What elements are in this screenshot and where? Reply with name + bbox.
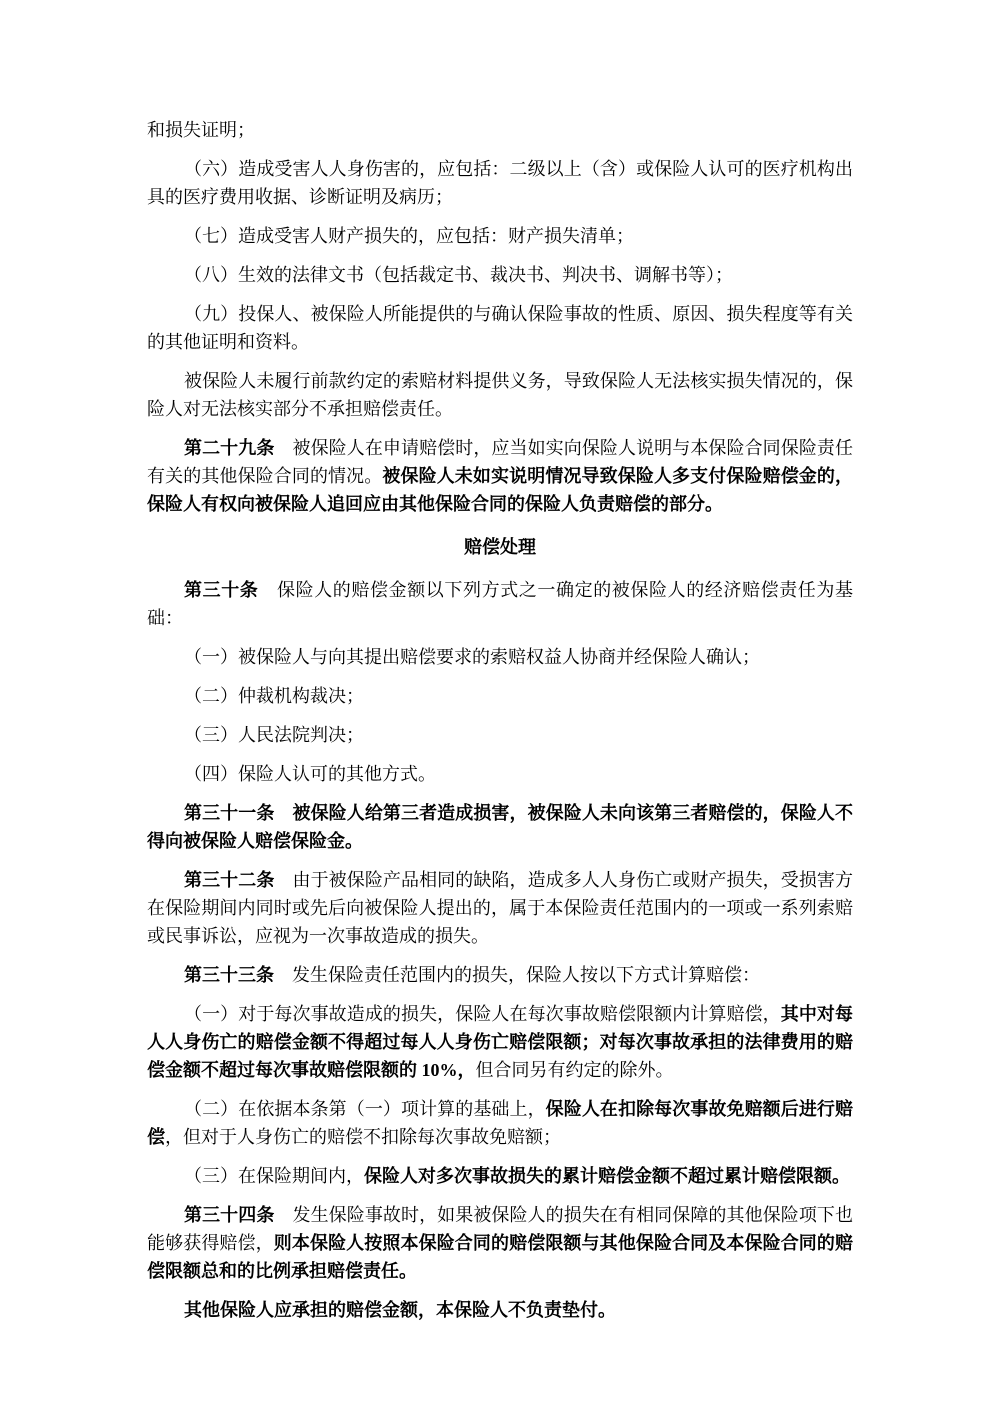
- paragraph: [147, 434, 853, 518]
- text-run: 保险人对多次事故损失的累计赔偿金额不超过累计赔偿限额。: [364, 1166, 850, 1186]
- paragraph: [147, 799, 853, 855]
- text-run: （七）造成受害人财产损失的，应包括：财产损失清单；: [184, 226, 634, 246]
- section-heading: [147, 533, 853, 561]
- paragraph: [147, 760, 853, 788]
- text-run: 被保险人给第三者造成损害，被保险人未向该第三者赔偿的，保险人不得向被保险人赔偿保险金。: [147, 803, 853, 851]
- text-run: （六）造成受害人人身伤害的，应包括：二级以上（含）或保险人认可的医疗机构出具的医疗费用收据、诊断证明及病历；: [147, 159, 853, 207]
- text-run: 但合同另有约定的除外。: [475, 1060, 674, 1080]
- paragraph: [147, 1162, 853, 1190]
- paragraph: [147, 721, 853, 749]
- text-run: 由于被保险产品相同的缺陷，造成多人人身伤亡或财产损失，受损害方在保险期间内同时或先后向被保险人提出的，属于本保险责任范围内的一项或一系列索赔或民事诉讼，应视为一次事故造成的损失。: [147, 870, 853, 946]
- paragraph: [147, 261, 853, 289]
- text-run: 第三十一条: [184, 803, 293, 823]
- text-run: 被保险人未如实说明情况导致保险人多支付保险赔偿金的，保险人有权向被保险人追回应由其他保险合同的保险人负责赔偿的部分。: [147, 466, 854, 514]
- paragraph: [147, 576, 853, 632]
- text-run: （二）在依据本条第（一）项计算的基础上，: [184, 1099, 546, 1119]
- paragraph: [147, 1296, 853, 1324]
- text-run: （九）投保人、被保险人所能提供的与确认保险事故的性质、原因、损失程度等有关的其他证明和资料。: [147, 304, 853, 352]
- text-run: （二）仲裁机构裁决；: [184, 686, 364, 706]
- text-run: 则本保险人按照本保险合同的赔偿限额与其他保险合同及本保险合同的赔偿限额总和的比例承担赔偿责任。: [147, 1233, 854, 1281]
- paragraph: [147, 682, 853, 710]
- text-run: 和损失证明；: [147, 120, 255, 140]
- text-run: 第三十条: [184, 580, 277, 600]
- paragraph: [147, 1095, 853, 1151]
- text-run: （三）在保险期间内，: [184, 1166, 364, 1186]
- text-run: 发生保险事故时，如果被保险人的损失在有相同保障的其他保险项下也能够获得赔偿，: [147, 1205, 853, 1253]
- paragraph: [147, 866, 853, 950]
- paragraph: [147, 300, 853, 356]
- text-run: 保险人的赔偿金额以下列方式之一确定的被保险人的经济赔偿责任为基础：: [147, 580, 853, 628]
- paragraph: [147, 155, 853, 211]
- text-run: 第二十九条: [184, 438, 293, 458]
- text-run: 第三十三条: [184, 965, 292, 985]
- text-run: 发生保险责任范围内的损失，保险人按以下方式计算赔偿：: [292, 965, 760, 985]
- text-run: （八）生效的法律文书（包括裁定书、裁决书、判决书、调解书等）；: [184, 265, 733, 285]
- text-run: （三）人民法院判决；: [184, 725, 364, 745]
- text-run: （一）对于每次事故造成的损失，保险人在每次事故赔偿限额内计算赔偿，: [184, 1004, 781, 1024]
- text-run: （一）被保险人与向其提出赔偿要求的索赔权益人协商并经保险人确认；: [184, 647, 760, 667]
- paragraph: [147, 643, 853, 671]
- text-run: （四）保险人认可的其他方式。: [184, 764, 436, 784]
- text-run: 第三十四条: [184, 1205, 293, 1225]
- text-run: 被保险人在申请赔偿时，应当如实向保险人说明与本保险合同保险责任有关的其他保险合同的情况。: [147, 438, 853, 486]
- text-run: ，但对于人身伤亡的赔偿不扣除每次事故免赔额；: [165, 1127, 561, 1147]
- text-run: 保险人在扣除每次事故免赔额后进行赔偿: [147, 1099, 854, 1147]
- paragraph: [147, 222, 853, 250]
- paragraph: [147, 961, 853, 989]
- document-body: [147, 116, 853, 1324]
- text-run: 第三十二条: [184, 870, 293, 890]
- paragraph: [147, 116, 853, 144]
- paragraph: [147, 1000, 853, 1084]
- text-run: 赔偿处理: [464, 537, 536, 557]
- text-run: 其他保险人应承担的赔偿金额，本保险人不负责垫付。: [184, 1300, 616, 1320]
- paragraph: [147, 367, 853, 423]
- text-run: 其中对每人人身伤亡的赔偿金额不得超过每人人身伤亡赔偿限额；对每次事故承担的法律费用的赔偿金额不超过每次事故赔偿限额的 10%，: [147, 1004, 853, 1080]
- text-run: 被保险人未履行前款约定的索赔材料提供义务，导致保险人无法核实损失情况的，保险人对无法核实部分不承担赔偿责任。: [147, 371, 853, 419]
- paragraph: [147, 1201, 853, 1285]
